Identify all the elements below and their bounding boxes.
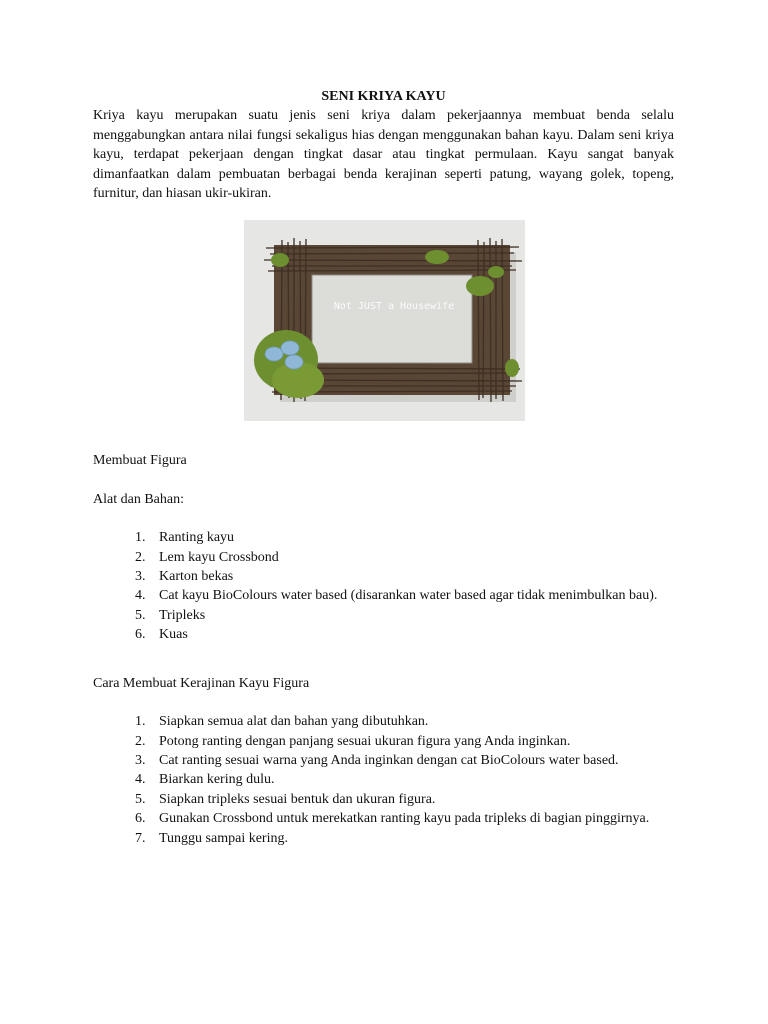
- list-item: 3. Cat ranting sesuai warna yang Anda inginkan dengan cat BioColours water based.: [135, 752, 619, 768]
- list-item: 1. Siapkan semua alat dan bahan yang dibutuhkan.: [135, 714, 429, 730]
- tools-list: [93, 528, 674, 644]
- section-making-frame-title: Membuat Figura: [93, 453, 187, 469]
- photo-watermark: Not JUST a Housewife: [333, 301, 455, 313]
- list-item: 6. Gunakan Crossbond untuk merekatkan ranting kayu pada tripleks di bagian pinggirnya.: [135, 811, 650, 827]
- section-steps-title: Cara Membuat Kerajinan Kayu Figura: [93, 675, 310, 691]
- list-item: 4. Biarkan kering dulu.: [135, 772, 275, 788]
- intro-paragraph: Kriya kayu merupakan suatu jenis seni kriya dalam pekerjaannya membuat benda selalu menggabungkan antara nilai fungsi sekaligus hias dengan menggunakan bahan kayu. Dalam seni kriya kayu, terdapat pekerjaan dengan tingkat dasar atau tingkat permulaan. Kayu sangat banyak dimanfaatkan dalam pembuatan berbagai benda kerajinan seperti patung, wayang golek, topeng, furnitur, dan hiasan ukir-ukiran.: [93, 108, 674, 202]
- wooden-frame-illustration: [244, 220, 525, 421]
- list-item: 4. Cat kayu BioColours water based (disarankan water based agar tidak menimbulkan bau).: [135, 588, 658, 604]
- list-item: 5. Tripleks: [135, 607, 206, 623]
- list-item: 7. Tunggu sampai kering.: [135, 830, 288, 846]
- section-tools-title: Alat dan Bahan:: [93, 491, 184, 507]
- document-content: [93, 87, 674, 848]
- list-item: 5. Siapkan tripleks sesuai bentuk dan ukuran figura.: [135, 791, 436, 807]
- frame-glass: [312, 275, 472, 363]
- wooden-frame-photo: [244, 220, 525, 421]
- list-item: 2. Potong ranting dengan panjang sesuai ukuran figura yang Anda inginkan.: [135, 733, 571, 749]
- document-title: SENI KRIYA KAYU: [321, 89, 446, 104]
- list-item: 3. Karton bekas: [135, 569, 234, 585]
- list-item: 1. Ranting kayu: [135, 530, 235, 546]
- list-item: 2. Lem kayu Crossbond: [135, 549, 279, 565]
- list-item: 6. Kuas: [135, 627, 188, 643]
- steps-list: [93, 712, 674, 848]
